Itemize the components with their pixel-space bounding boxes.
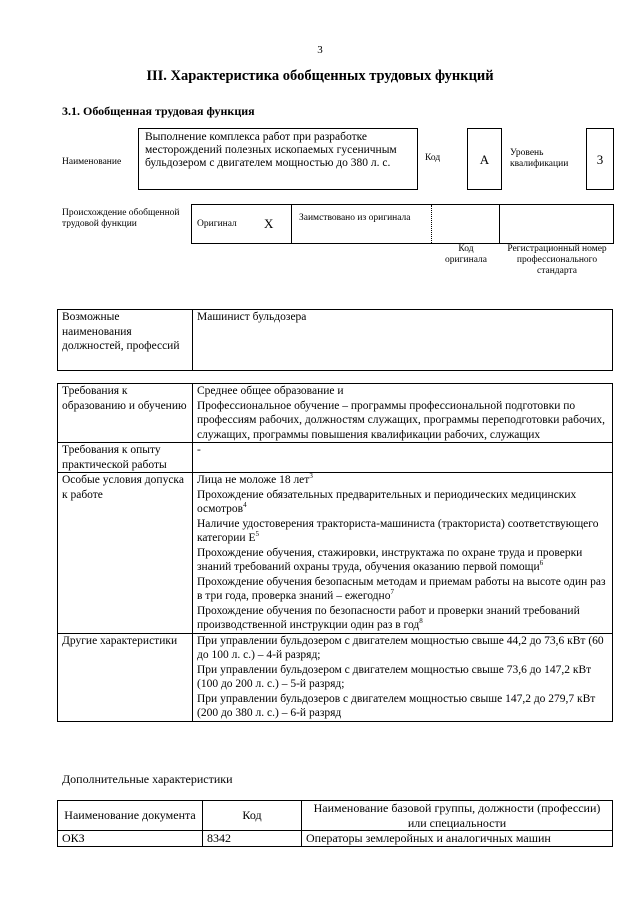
name-label: Наименование [62,157,122,167]
other-characteristic-line: При управлении бульдозером с двигателем мощностью свыше 73,6 до 147,2 кВт (100 до 200 л. с.) – 5-й разряд; [197,663,592,690]
column-header-group: Наименование базовой группы, должности (профессии) или специальности [302,801,613,831]
column-header-code: Код [203,801,302,831]
reg-number-caption: Регистрационный номер профессионального стандарта [507,244,607,276]
education-label: Требования к образованию и обучению [58,384,193,443]
footnote-ref: 7 [390,588,394,597]
subsection-title: 3.1. Обобщенная трудовая функция [62,104,255,118]
additional-title: Дополнительные характеристики [62,772,233,786]
education-line: Среднее общее образование и [197,385,344,397]
table-row [58,384,613,443]
other-characteristic-line: При управлении бульдозеров с двигателем мощностью свыше 147,2 до 279,7 кВт (200 до 380 л. с.) – 6-й разряд [197,692,596,719]
origin-label: Происхождение обобщенной трудовой функции [62,208,180,229]
job-titles-table [57,309,613,371]
experience-value: - [193,443,613,473]
table-row [58,473,613,634]
special-condition-item: Прохождение обучения, стажировки, инструктажа по охране труда и проверки знаний требований охраны труда, обучения оказанию первой помощи$^6$ [197,546,583,573]
special-condition-item: Прохождение обучения по безопасности работ и проверки знаний требований производственной инструкции один раз в год$^8$ [197,604,580,631]
original-mark: X [264,216,274,231]
table-row [58,831,613,847]
job-titles-value: Машинист бульдозера [193,310,613,371]
special-condition-item: Лица не моложе 18 лет$^3$ [197,472,313,486]
special-conditions-value [193,473,613,634]
table-row [58,633,613,721]
origin-divider [291,205,292,243]
page-number: 3 [317,44,323,56]
other-characteristics-value [193,633,613,721]
code-value-box [467,128,502,190]
origin-divider [499,205,500,243]
footnote-ref: 8 [419,617,423,626]
special-condition-item: Наличие удостоверения тракториста-машиниста (тракториста) соответствующего категории $Е^5$ [197,517,599,544]
level-value: 3 [596,152,604,167]
table-header-row [58,801,613,831]
other-characteristic-line: При управлении бульдозером с двигателем мощностью свыше 44,2 до 73,6 кВт (60 до 100 л. с.) – 4-й разряд; [197,634,604,661]
footnote-ref: 5 [255,530,259,539]
function-name-value: Выполнение комплекса работ при разработке месторождений полезных ископаемых гусеничным бульдозером с двигателем мощностью до 380 л. с. [145,131,397,169]
job-titles-label: Возможные наименования должностей, профессий [58,310,193,371]
special-condition-item: Прохождение обучения безопасным методам и приемам работы на высоте один раз в три года, проверка знаний – ежегодно$^7$ [197,575,606,602]
table-cell-group: Операторы землеройных и аналогичных машин [302,831,613,847]
code-value: А [479,152,490,167]
origin-row [191,204,614,244]
additional-table [57,800,613,847]
section-title: III. Характеристика обобщенных трудовых функций [146,68,494,84]
other-characteristics-label: Другие характеристики [58,633,193,721]
function-name-box [138,128,418,190]
original-label: Оригинал [197,219,237,229]
origin-divider [431,205,432,243]
table-row [58,443,613,473]
borrowed-label: Заимствовано из оригинала [299,213,411,223]
table-row [58,310,613,371]
table-cell-code: 8342 [203,831,302,847]
level-value-box [586,128,614,190]
education-line: Профессиональное обучение – программы профессиональной подготовки по профессиям рабочих, должностям служащих, программы переподготовки рабочих, служащих, программы повышения квалификации рабочих, служащих [197,399,605,441]
footnote-ref: 4 [243,501,247,510]
special-conditions-label: Особые условия допуска к работе [58,473,193,634]
table-cell-document: ОКЗ [58,831,203,847]
level-label: Уровень квалификации [510,148,569,169]
footnote-ref: 3 [309,472,313,481]
origin-divider [613,205,614,243]
column-header-document: Наименование документа [58,801,203,831]
footnote-ref: 6 [539,559,544,568]
origin-divider [191,205,192,243]
education-value [193,384,613,443]
special-condition-item: Прохождение обязательных предварительных и периодических медицинских осмотров$^4$ [197,488,577,515]
code-label: Код [425,153,441,163]
experience-label: Требования к опыту практической работы [58,443,193,473]
code-original-caption: Код оригинала [445,244,487,265]
requirements-table [57,383,613,722]
